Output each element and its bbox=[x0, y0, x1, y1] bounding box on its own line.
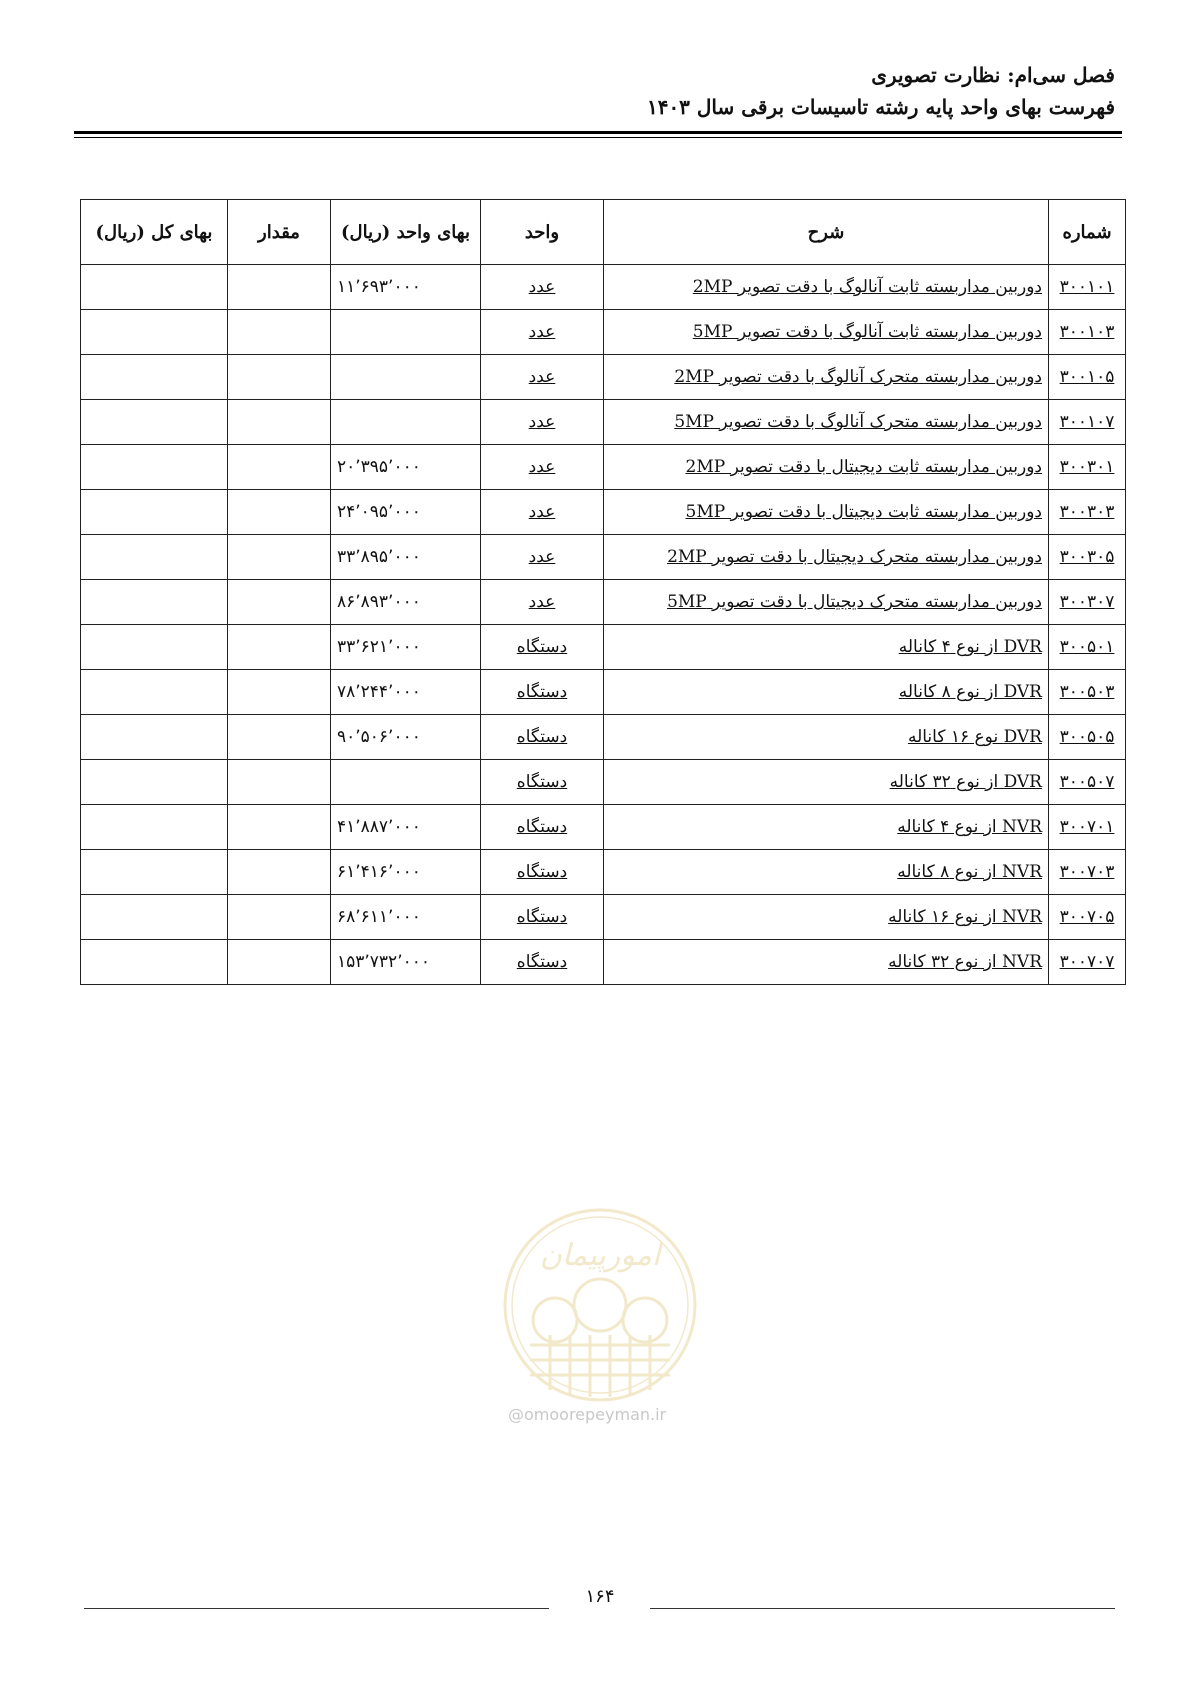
cell-unit-text: عدد bbox=[528, 367, 556, 387]
header-rule-thin bbox=[74, 137, 1122, 138]
cell-total-price bbox=[81, 850, 228, 895]
cell-description-text: DVR از نوع ۳۲ کاناله bbox=[889, 772, 1042, 792]
cell-quantity bbox=[228, 715, 331, 760]
cell-unit-price bbox=[331, 850, 481, 895]
table-row bbox=[81, 715, 1126, 760]
cell-quantity bbox=[228, 310, 331, 355]
cell-unit bbox=[481, 445, 604, 490]
cell-code bbox=[1049, 265, 1126, 310]
cell-description bbox=[604, 535, 1049, 580]
table-row bbox=[81, 265, 1126, 310]
cell-unit-text: دستگاه bbox=[516, 907, 568, 927]
cell-unit bbox=[481, 760, 604, 805]
cell-description-text: دوربین مداربسته متحرک دیجیتال با دقت تصویر 5MP bbox=[667, 592, 1042, 612]
table-row bbox=[81, 670, 1126, 715]
cell-quantity bbox=[228, 895, 331, 940]
cell-description bbox=[604, 805, 1049, 850]
document-subtitle: فهرست بهای واحد پایه رشته تاسیسات برقی سال ۱۴۰۳ bbox=[646, 95, 1115, 119]
table-row bbox=[81, 625, 1126, 670]
cell-unit-price-text: ۳۳٬۸۹۵٬۰۰۰ bbox=[337, 547, 421, 567]
cell-description-text: NVR از نوع ۱۶ کاناله bbox=[888, 907, 1042, 927]
cell-code-text: ۳۰۰۵۰۷ bbox=[1059, 772, 1115, 792]
cell-unit bbox=[481, 310, 604, 355]
watermark-logo-text: امورپیمان bbox=[539, 1238, 661, 1273]
cell-unit-price bbox=[331, 895, 481, 940]
cell-description-text: دوربین مداربسته متحرک دیجیتال با دقت تصویر 2MP bbox=[667, 547, 1042, 567]
cell-quantity bbox=[228, 940, 331, 985]
cell-description-text: دوربین مداربسته ثابت دیجیتال با دقت تصویر 5MP bbox=[685, 502, 1042, 522]
cell-description bbox=[604, 715, 1049, 760]
page-header bbox=[647, 60, 1115, 124]
cell-description-text: DVR نوع ۱۶ کاناله bbox=[907, 727, 1042, 747]
cell-code bbox=[1049, 580, 1126, 625]
cell-total-price bbox=[81, 715, 228, 760]
cell-unit-price bbox=[331, 355, 481, 400]
cell-code-text: ۳۰۰۷۰۱ bbox=[1059, 817, 1115, 837]
cell-code-text: ۳۰۰۵۰۵ bbox=[1059, 727, 1115, 747]
cell-code bbox=[1049, 445, 1126, 490]
cell-code bbox=[1049, 805, 1126, 850]
cell-unit-price bbox=[331, 580, 481, 625]
cell-code-text: ۳۰۰۳۰۷ bbox=[1059, 592, 1115, 612]
table-row bbox=[81, 850, 1126, 895]
cell-unit-price-text: ۷۸٬۲۴۴٬۰۰۰ bbox=[337, 682, 421, 702]
cell-quantity bbox=[228, 355, 331, 400]
cell-code-text: ۳۰۰۵۰۱ bbox=[1059, 637, 1115, 657]
cell-unit-price bbox=[331, 625, 481, 670]
cell-unit bbox=[481, 940, 604, 985]
cell-unit-price-text: ۱۱٬۶۹۳٬۰۰۰ bbox=[337, 277, 421, 297]
cell-quantity bbox=[228, 625, 331, 670]
table-row bbox=[81, 895, 1126, 940]
cell-code-text: ۳۰۰۵۰۳ bbox=[1059, 682, 1115, 702]
cell-description-text: NVR از نوع ۳۲ کاناله bbox=[888, 952, 1042, 972]
cell-unit-text: عدد bbox=[528, 502, 556, 522]
cell-unit-text: عدد bbox=[528, 322, 556, 342]
cell-code bbox=[1049, 715, 1126, 760]
cell-unit-price-text: ۹۰٬۵۰۶٬۰۰۰ bbox=[337, 727, 421, 747]
cell-unit bbox=[481, 580, 604, 625]
column-header-code: شماره bbox=[1049, 200, 1126, 265]
chapter-title: فصل سی‌ام: نظارت تصویری bbox=[871, 63, 1115, 87]
cell-quantity bbox=[228, 445, 331, 490]
column-header-total-price: بهای کل (ریال) bbox=[81, 200, 228, 265]
cell-quantity bbox=[228, 490, 331, 535]
cell-total-price bbox=[81, 670, 228, 715]
cell-code-text: ۳۰۰۱۰۵ bbox=[1059, 367, 1115, 387]
cell-quantity bbox=[228, 535, 331, 580]
cell-code bbox=[1049, 490, 1126, 535]
watermark-logo bbox=[500, 1205, 700, 1405]
cell-unit-text: عدد bbox=[528, 457, 556, 477]
cell-total-price bbox=[81, 355, 228, 400]
cell-unit bbox=[481, 355, 604, 400]
cell-description bbox=[604, 625, 1049, 670]
table-header-row bbox=[81, 200, 1126, 265]
cell-quantity bbox=[228, 850, 331, 895]
cell-code-text: ۳۰۰۷۰۷ bbox=[1059, 952, 1115, 972]
cell-description-text: دوربین مداربسته ثابت آنالوگ با دقت تصویر 5MP bbox=[692, 322, 1042, 342]
page-number: ۱۶۴ bbox=[585, 1586, 615, 1607]
cell-unit bbox=[481, 670, 604, 715]
cell-unit-text: دستگاه bbox=[516, 952, 568, 972]
cell-code-text: ۳۰۰۷۰۳ bbox=[1059, 862, 1115, 882]
cell-description-text: دوربین مداربسته ثابت آنالوگ با دقت تصویر 2MP bbox=[692, 277, 1042, 297]
cell-description bbox=[604, 940, 1049, 985]
cell-code bbox=[1049, 850, 1126, 895]
table-row bbox=[81, 355, 1126, 400]
cell-description bbox=[604, 400, 1049, 445]
cell-unit bbox=[481, 625, 604, 670]
cell-description bbox=[604, 265, 1049, 310]
cell-description-text: DVR از نوع ۴ کاناله bbox=[898, 637, 1042, 657]
cell-description bbox=[604, 760, 1049, 805]
cell-code bbox=[1049, 625, 1126, 670]
cell-code bbox=[1049, 535, 1126, 580]
cell-description bbox=[604, 670, 1049, 715]
cell-total-price bbox=[81, 625, 228, 670]
cell-quantity bbox=[228, 580, 331, 625]
cell-unit-price-text: ۱۵۳٬۷۳۲٬۰۰۰ bbox=[337, 952, 430, 972]
table-row bbox=[81, 400, 1126, 445]
cell-total-price bbox=[81, 490, 228, 535]
cell-quantity bbox=[228, 760, 331, 805]
cell-code-text: ۳۰۰۱۰۳ bbox=[1059, 322, 1115, 342]
cell-description bbox=[604, 850, 1049, 895]
cell-total-price bbox=[81, 580, 228, 625]
cell-quantity bbox=[228, 400, 331, 445]
cell-description bbox=[604, 895, 1049, 940]
table-row bbox=[81, 760, 1126, 805]
column-header-quantity: مقدار bbox=[228, 200, 331, 265]
cell-unit-text: دستگاه bbox=[516, 772, 568, 792]
cell-description-text: NVR از نوع ۴ کاناله bbox=[897, 817, 1042, 837]
cell-description bbox=[604, 580, 1049, 625]
cell-unit-text: دستگاه bbox=[516, 637, 568, 657]
cell-unit-text: دستگاه bbox=[516, 817, 568, 837]
cell-unit-price-text: ۶۸٬۶۱۱٬۰۰۰ bbox=[337, 907, 421, 927]
footer-rule-left bbox=[84, 1608, 549, 1609]
watermark-url: @omoorepeyman.ir bbox=[508, 1405, 667, 1424]
cell-unit-price bbox=[331, 445, 481, 490]
cell-unit bbox=[481, 895, 604, 940]
cell-unit-price bbox=[331, 310, 481, 355]
cell-unit-price bbox=[331, 265, 481, 310]
cell-unit-text: عدد bbox=[528, 547, 556, 567]
cell-unit-text: عدد bbox=[528, 592, 556, 612]
cell-total-price bbox=[81, 760, 228, 805]
cell-description bbox=[604, 490, 1049, 535]
cell-unit bbox=[481, 715, 604, 760]
cell-unit-price-text: ۸۶٬۸۹۳٬۰۰۰ bbox=[337, 592, 421, 612]
cell-code-text: ۳۰۰۳۰۵ bbox=[1059, 547, 1115, 567]
table-row bbox=[81, 535, 1126, 580]
cell-total-price bbox=[81, 535, 228, 580]
cell-total-price bbox=[81, 400, 228, 445]
table-row bbox=[81, 490, 1126, 535]
cell-unit bbox=[481, 265, 604, 310]
cell-code bbox=[1049, 760, 1126, 805]
cell-code-text: ۳۰۰۱۰۷ bbox=[1059, 412, 1115, 432]
cell-description bbox=[604, 445, 1049, 490]
cell-unit bbox=[481, 850, 604, 895]
cell-code bbox=[1049, 400, 1126, 445]
cell-unit-price bbox=[331, 490, 481, 535]
cell-quantity bbox=[228, 670, 331, 715]
cell-unit-price bbox=[331, 715, 481, 760]
cell-description bbox=[604, 310, 1049, 355]
cell-unit-text: دستگاه bbox=[516, 862, 568, 882]
cell-total-price bbox=[81, 895, 228, 940]
cell-unit-text: دستگاه bbox=[516, 682, 568, 702]
cell-total-price bbox=[81, 805, 228, 850]
cell-description-text: دوربین مداربسته ثابت دیجیتال با دقت تصویر 2MP bbox=[685, 457, 1042, 477]
cell-code bbox=[1049, 895, 1126, 940]
cell-unit-price-text: ۶۱٬۴۱۶٬۰۰۰ bbox=[337, 862, 421, 882]
cell-unit-price-text: ۳۳٬۶۲۱٬۰۰۰ bbox=[337, 637, 421, 657]
cell-unit bbox=[481, 805, 604, 850]
cell-code bbox=[1049, 310, 1126, 355]
cell-code bbox=[1049, 670, 1126, 715]
column-header-description: شرح bbox=[604, 200, 1049, 265]
cell-unit-price bbox=[331, 805, 481, 850]
cell-code-text: ۳۰۰۳۰۱ bbox=[1059, 457, 1115, 477]
cell-quantity bbox=[228, 265, 331, 310]
cell-total-price bbox=[81, 310, 228, 355]
cell-unit-price-text: ۲۴٬۰۹۵٬۰۰۰ bbox=[337, 502, 421, 522]
table-row bbox=[81, 580, 1126, 625]
cell-code bbox=[1049, 355, 1126, 400]
cell-description-text: DVR از نوع ۸ کاناله bbox=[898, 682, 1042, 702]
cell-unit bbox=[481, 400, 604, 445]
table-row bbox=[81, 310, 1126, 355]
cell-unit bbox=[481, 535, 604, 580]
cell-description-text: NVR از نوع ۸ کاناله bbox=[897, 862, 1042, 882]
cell-description-text: دوربین مداربسته متحرک آنالوگ با دقت تصویر 5MP bbox=[674, 412, 1042, 432]
column-header-unit: واحد bbox=[481, 200, 604, 265]
cell-unit bbox=[481, 490, 604, 535]
cell-unit-text: دستگاه bbox=[516, 727, 568, 747]
cell-unit-price bbox=[331, 400, 481, 445]
cell-code bbox=[1049, 940, 1126, 985]
header-rule-thick bbox=[74, 131, 1122, 134]
cell-quantity bbox=[228, 805, 331, 850]
cell-unit-price bbox=[331, 535, 481, 580]
cell-unit-price bbox=[331, 940, 481, 985]
cell-code-text: ۳۰۰۳۰۳ bbox=[1059, 502, 1115, 522]
cell-unit-price-text: ۴۱٬۸۸۷٬۰۰۰ bbox=[337, 817, 421, 837]
cell-total-price bbox=[81, 265, 228, 310]
cell-unit-text: عدد bbox=[528, 277, 556, 297]
cell-total-price bbox=[81, 940, 228, 985]
price-list-table bbox=[80, 199, 1126, 985]
cell-unit-price bbox=[331, 670, 481, 715]
table-row bbox=[81, 445, 1126, 490]
column-header-unit-price: بهای واحد (ریال) bbox=[331, 200, 481, 265]
cell-code-text: ۳۰۰۱۰۱ bbox=[1059, 277, 1115, 297]
cell-code-text: ۳۰۰۷۰۵ bbox=[1059, 907, 1115, 927]
table-row bbox=[81, 940, 1126, 985]
cell-description bbox=[604, 355, 1049, 400]
cell-unit-price-text: ۲۰٬۳۹۵٬۰۰۰ bbox=[337, 457, 421, 477]
table-row bbox=[81, 805, 1126, 850]
cell-description-text: دوربین مداربسته متحرک آنالوگ با دقت تصویر 2MP bbox=[674, 367, 1042, 387]
cell-unit-text: عدد bbox=[528, 412, 556, 432]
cell-total-price bbox=[81, 445, 228, 490]
cell-unit-price bbox=[331, 760, 481, 805]
footer-rule-right bbox=[650, 1608, 1115, 1609]
